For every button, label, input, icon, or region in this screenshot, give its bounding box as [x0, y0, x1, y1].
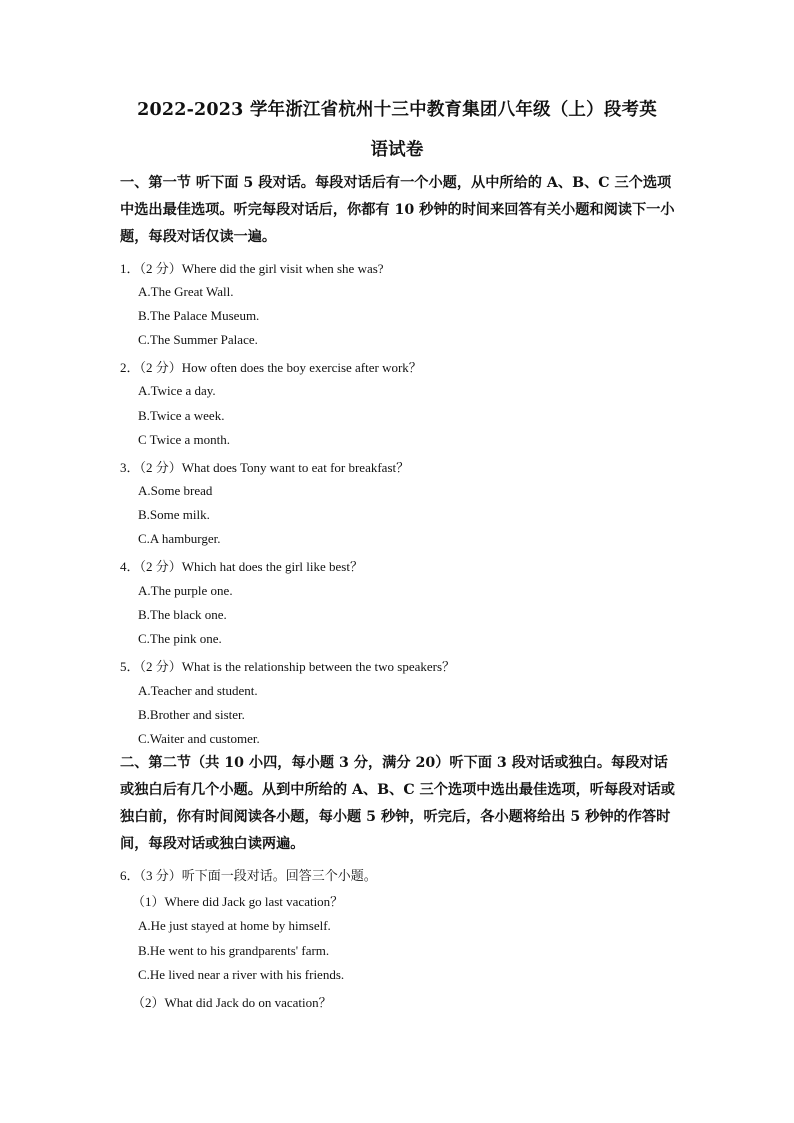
question-1-stem: 1．（2 分）Where did the girl visit when she was?	[120, 261, 384, 276]
exam-title-line-1: 2022-2023 学年浙江省杭州十三中教育集团八年级（上）段考英	[137, 100, 657, 120]
question-3-option-b: B.Some milk.	[138, 507, 210, 522]
question-2-option-a: A.Twice a day.	[138, 383, 216, 398]
question-3-stem: 3．（2 分）What does Tony want to eat for breakfast？	[120, 460, 410, 475]
question-5-option-a: A.Teacher and student.	[138, 683, 258, 698]
question-5-stem: 5．（2 分）What is the relationship between the two speakers？	[120, 659, 456, 674]
question-4-stem: 4．（2 分）Which hat does the girl like best？	[120, 559, 363, 574]
question-2-stem: 2．（2 分）How often does the boy exercise after work？	[120, 360, 422, 375]
question-5-option-c: C.Waiter and customer.	[138, 731, 260, 746]
section-2-instructions: 二、第二节（共 10 小四，每小题 3 分，满分 20）听下面 3 段对话或独白。每段对话或独白后有几个小题。从到中所给的 A、B、C 三个选项中选出最佳选项，听每段对话或独白前，你有时间阅读各小题，每小题 5 秒钟，听完后，各小题将给出 5 秒钟的作答时间，每段对话或独白读两遍。	[120, 755, 675, 852]
question-3-option-a: A.Some bread	[138, 483, 213, 498]
question-6-sub-1-option-b: B.He went to his grandparents' farm.	[138, 943, 330, 958]
question-4-option-a: A.The purple one.	[138, 583, 233, 598]
question-6-sub-2: （2）What did Jack do on vacation？	[132, 995, 332, 1010]
exam-title-line-2: 语试卷	[370, 140, 424, 160]
question-4-option-b: B.The black one.	[138, 607, 227, 622]
question-5-option-b: B.Brother and sister.	[138, 707, 245, 722]
question-6-stem: 6．（3 分）听下面一段对话。回答三个小题。	[120, 868, 377, 883]
question-6-sub-1-option-c: C.He lived near a river with his friends.	[138, 967, 345, 982]
question-3-option-c: C.A hamburger.	[138, 531, 221, 546]
question-6-sub-1-option-a: A.He just stayed at home by himself.	[138, 918, 331, 933]
question-4-option-c: C.The pink one.	[138, 631, 222, 646]
question-1-option-c: C.The Summer Palace.	[138, 332, 258, 347]
question-1-option-a: A.The Great Wall.	[138, 284, 234, 299]
question-2-option-b: B.Twice a week.	[138, 408, 225, 423]
question-6-sub-1: （1）Where did Jack go last vacation？	[132, 894, 344, 909]
question-1-option-b: B.The Palace Museum.	[138, 308, 260, 323]
question-2-option-c: C Twice a month.	[138, 432, 231, 447]
section-1-instructions: 一、第一节 听下面 5 段对话。每段对话后有一个小题，从中所给的 A、B、C 三个选项中选出最佳选项。听完每段对话后，你都有 10 秒钟的时间来回答有关小题和阅读下一小题，每段对话仅读一遍。	[120, 175, 675, 245]
